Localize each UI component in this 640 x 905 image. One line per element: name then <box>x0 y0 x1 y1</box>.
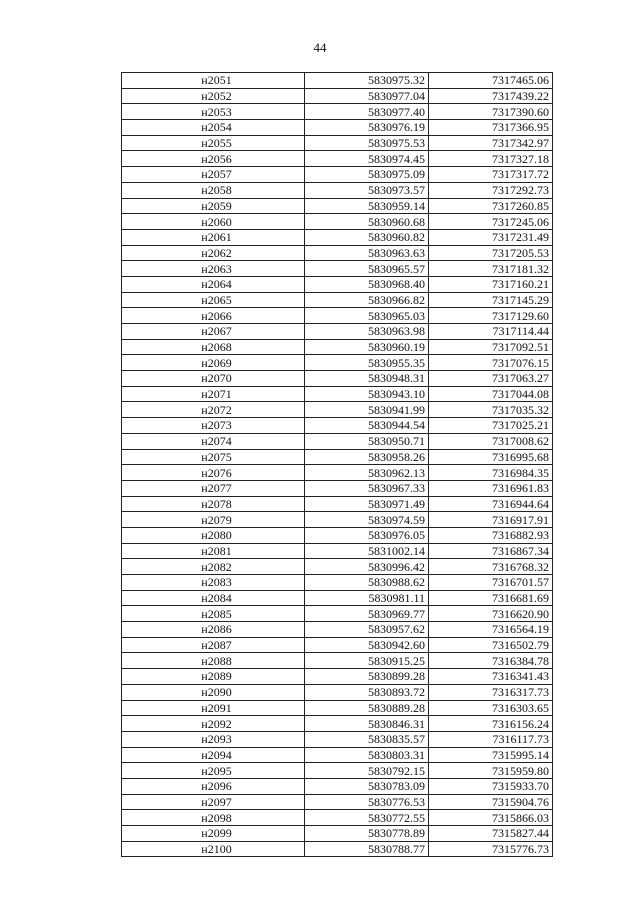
point-id-cell: н2074 <box>122 433 305 449</box>
point-id-cell: н2072 <box>122 402 305 418</box>
y-coordinate-cell: 7317327.18 <box>429 151 553 167</box>
table-row <box>122 276 553 292</box>
y-coordinate-cell: 7317129.60 <box>429 308 553 324</box>
y-coordinate-cell: 7317342.97 <box>429 135 553 151</box>
y-coordinate-cell: 7316341.43 <box>429 669 553 685</box>
table-row <box>122 245 553 261</box>
table-row <box>122 684 553 700</box>
point-id-cell: н2081 <box>122 543 305 559</box>
point-id-cell: н2085 <box>122 606 305 622</box>
point-id-cell: н2070 <box>122 371 305 387</box>
x-coordinate-cell: 5830899.28 <box>305 669 429 685</box>
x-coordinate-cell: 5830792.15 <box>305 763 429 779</box>
y-coordinate-cell: 7317008.62 <box>429 433 553 449</box>
y-coordinate-cell: 7317439.22 <box>429 88 553 104</box>
point-id-cell: н2097 <box>122 794 305 810</box>
y-coordinate-cell: 7316681.69 <box>429 590 553 606</box>
table-row <box>122 418 553 434</box>
x-coordinate-cell: 5830975.32 <box>305 73 429 89</box>
x-coordinate-cell: 5830960.82 <box>305 229 429 245</box>
table-row <box>122 465 553 481</box>
y-coordinate-cell: 7316917.91 <box>429 512 553 528</box>
x-coordinate-cell: 5830969.77 <box>305 606 429 622</box>
point-id-cell: н2053 <box>122 104 305 120</box>
point-id-cell: н2100 <box>122 841 305 857</box>
table-row <box>122 559 553 575</box>
point-id-cell: н2079 <box>122 512 305 528</box>
x-coordinate-cell: 5830788.77 <box>305 841 429 857</box>
table-row <box>122 386 553 402</box>
y-coordinate-cell: 7317063.27 <box>429 371 553 387</box>
x-coordinate-cell: 5830803.31 <box>305 747 429 763</box>
y-coordinate-cell: 7317035.32 <box>429 402 553 418</box>
x-coordinate-cell: 5830977.40 <box>305 104 429 120</box>
table-row <box>122 308 553 324</box>
y-coordinate-cell: 7317114.44 <box>429 324 553 340</box>
table-row <box>122 182 553 198</box>
y-coordinate-cell: 7315827.44 <box>429 826 553 842</box>
point-id-cell: н2071 <box>122 386 305 402</box>
point-id-cell: н2098 <box>122 810 305 826</box>
table-row <box>122 496 553 512</box>
point-id-cell: н2091 <box>122 700 305 716</box>
x-coordinate-cell: 5830974.59 <box>305 512 429 528</box>
table-row <box>122 120 553 136</box>
point-id-cell: н2055 <box>122 135 305 151</box>
point-id-cell: н2073 <box>122 418 305 434</box>
x-coordinate-cell: 5830943.10 <box>305 386 429 402</box>
y-coordinate-cell: 7315904.76 <box>429 794 553 810</box>
point-id-cell: н2069 <box>122 355 305 371</box>
y-coordinate-cell: 7317205.53 <box>429 245 553 261</box>
table-row <box>122 575 553 591</box>
point-id-cell: н2086 <box>122 622 305 638</box>
table-row <box>122 324 553 340</box>
x-coordinate-cell: 5830957.62 <box>305 622 429 638</box>
x-coordinate-cell: 5830893.72 <box>305 684 429 700</box>
y-coordinate-cell: 7317260.85 <box>429 198 553 214</box>
point-id-cell: н2061 <box>122 229 305 245</box>
y-coordinate-cell: 7316984.35 <box>429 465 553 481</box>
x-coordinate-cell: 5831002.14 <box>305 543 429 559</box>
point-id-cell: н2075 <box>122 449 305 465</box>
table-row <box>122 826 553 842</box>
x-coordinate-cell: 5830950.71 <box>305 433 429 449</box>
table-row <box>122 731 553 747</box>
x-coordinate-cell: 5830976.05 <box>305 527 429 543</box>
point-id-cell: н2090 <box>122 684 305 700</box>
table-row <box>122 355 553 371</box>
y-coordinate-cell: 7317181.32 <box>429 261 553 277</box>
point-id-cell: н2095 <box>122 763 305 779</box>
coordinates-table <box>121 72 553 857</box>
x-coordinate-cell: 5830958.26 <box>305 449 429 465</box>
table-row <box>122 527 553 543</box>
point-id-cell: н2093 <box>122 731 305 747</box>
point-id-cell: н2066 <box>122 308 305 324</box>
x-coordinate-cell: 5830778.89 <box>305 826 429 842</box>
y-coordinate-cell: 7317245.06 <box>429 214 553 230</box>
point-id-cell: н2076 <box>122 465 305 481</box>
table-row <box>122 653 553 669</box>
x-coordinate-cell: 5830973.57 <box>305 182 429 198</box>
y-coordinate-cell: 7316117.73 <box>429 731 553 747</box>
y-coordinate-cell: 7317145.29 <box>429 292 553 308</box>
x-coordinate-cell: 5830975.53 <box>305 135 429 151</box>
x-coordinate-cell: 5830889.28 <box>305 700 429 716</box>
point-id-cell: н2099 <box>122 826 305 842</box>
table-row <box>122 763 553 779</box>
page-number: 44 <box>313 40 327 55</box>
y-coordinate-cell: 7316768.32 <box>429 559 553 575</box>
y-coordinate-cell: 7315995.14 <box>429 747 553 763</box>
point-id-cell: н2062 <box>122 245 305 261</box>
y-coordinate-cell: 7317092.51 <box>429 339 553 355</box>
y-coordinate-cell: 7315959.80 <box>429 763 553 779</box>
table-row <box>122 198 553 214</box>
y-coordinate-cell: 7316502.79 <box>429 637 553 653</box>
table-row <box>122 402 553 418</box>
x-coordinate-cell: 5830967.33 <box>305 480 429 496</box>
point-id-cell: н2067 <box>122 324 305 340</box>
point-id-cell: н2063 <box>122 261 305 277</box>
table-row <box>122 747 553 763</box>
table-row <box>122 214 553 230</box>
y-coordinate-cell: 7316303.65 <box>429 700 553 716</box>
x-coordinate-cell: 5830772.55 <box>305 810 429 826</box>
table-row <box>122 261 553 277</box>
x-coordinate-cell: 5830968.40 <box>305 276 429 292</box>
point-id-cell: н2089 <box>122 669 305 685</box>
x-coordinate-cell: 5830962.13 <box>305 465 429 481</box>
point-id-cell: н2084 <box>122 590 305 606</box>
table-row <box>122 716 553 732</box>
y-coordinate-cell: 7316961.83 <box>429 480 553 496</box>
y-coordinate-cell: 7316867.34 <box>429 543 553 559</box>
table-row <box>122 104 553 120</box>
table-row <box>122 229 553 245</box>
y-coordinate-cell: 7317292.73 <box>429 182 553 198</box>
point-id-cell: н2064 <box>122 276 305 292</box>
x-coordinate-cell: 5830965.57 <box>305 261 429 277</box>
x-coordinate-cell: 5830974.45 <box>305 151 429 167</box>
table-row <box>122 794 553 810</box>
y-coordinate-cell: 7316564.19 <box>429 622 553 638</box>
table-row <box>122 433 553 449</box>
table-row <box>122 637 553 653</box>
table-row <box>122 543 553 559</box>
table-row <box>122 167 553 183</box>
point-id-cell: н2096 <box>122 778 305 794</box>
y-coordinate-cell: 7316156.24 <box>429 716 553 732</box>
coordinates-table-body <box>122 73 553 857</box>
point-id-cell: н2077 <box>122 480 305 496</box>
x-coordinate-cell: 5830783.09 <box>305 778 429 794</box>
point-id-cell: н2088 <box>122 653 305 669</box>
y-coordinate-cell: 7317076.15 <box>429 355 553 371</box>
y-coordinate-cell: 7317317.72 <box>429 167 553 183</box>
point-id-cell: н2058 <box>122 182 305 198</box>
table-row <box>122 590 553 606</box>
point-id-cell: н2056 <box>122 151 305 167</box>
y-coordinate-cell: 7316620.90 <box>429 606 553 622</box>
table-row <box>122 339 553 355</box>
x-coordinate-cell: 5830996.42 <box>305 559 429 575</box>
x-coordinate-cell: 5830963.98 <box>305 324 429 340</box>
x-coordinate-cell: 5830776.53 <box>305 794 429 810</box>
point-id-cell: н2080 <box>122 527 305 543</box>
table-row <box>122 606 553 622</box>
table-row <box>122 292 553 308</box>
x-coordinate-cell: 5830963.63 <box>305 245 429 261</box>
x-coordinate-cell: 5830955.35 <box>305 355 429 371</box>
y-coordinate-cell: 7315866.03 <box>429 810 553 826</box>
table-row <box>122 151 553 167</box>
table-row <box>122 778 553 794</box>
y-coordinate-cell: 7317160.21 <box>429 276 553 292</box>
point-id-cell: н2054 <box>122 120 305 136</box>
x-coordinate-cell: 5830976.19 <box>305 120 429 136</box>
table-row <box>122 622 553 638</box>
y-coordinate-cell: 7317044.08 <box>429 386 553 402</box>
x-coordinate-cell: 5830944.54 <box>305 418 429 434</box>
x-coordinate-cell: 5830966.82 <box>305 292 429 308</box>
point-id-cell: н2052 <box>122 88 305 104</box>
y-coordinate-cell: 7316701.57 <box>429 575 553 591</box>
x-coordinate-cell: 5830977.04 <box>305 88 429 104</box>
x-coordinate-cell: 5830835.57 <box>305 731 429 747</box>
point-id-cell: н2059 <box>122 198 305 214</box>
y-coordinate-cell: 7316882.93 <box>429 527 553 543</box>
y-coordinate-cell: 7317231.49 <box>429 229 553 245</box>
table-row <box>122 841 553 857</box>
y-coordinate-cell: 7317025.21 <box>429 418 553 434</box>
point-id-cell: н2083 <box>122 575 305 591</box>
table-row <box>122 810 553 826</box>
point-id-cell: н2078 <box>122 496 305 512</box>
x-coordinate-cell: 5830959.14 <box>305 198 429 214</box>
y-coordinate-cell: 7316317.73 <box>429 684 553 700</box>
table-row <box>122 512 553 528</box>
table-row <box>122 480 553 496</box>
y-coordinate-cell: 7315933.70 <box>429 778 553 794</box>
y-coordinate-cell: 7316384.78 <box>429 653 553 669</box>
x-coordinate-cell: 5830988.62 <box>305 575 429 591</box>
x-coordinate-cell: 5830981.11 <box>305 590 429 606</box>
y-coordinate-cell: 7317366.95 <box>429 120 553 136</box>
table-row <box>122 700 553 716</box>
x-coordinate-cell: 5830948.31 <box>305 371 429 387</box>
point-id-cell: н2051 <box>122 73 305 89</box>
point-id-cell: н2060 <box>122 214 305 230</box>
table-row <box>122 371 553 387</box>
x-coordinate-cell: 5830971.49 <box>305 496 429 512</box>
point-id-cell: н2094 <box>122 747 305 763</box>
x-coordinate-cell: 5830941.99 <box>305 402 429 418</box>
x-coordinate-cell: 5830915.25 <box>305 653 429 669</box>
point-id-cell: н2092 <box>122 716 305 732</box>
table-row <box>122 73 553 89</box>
point-id-cell: н2057 <box>122 167 305 183</box>
x-coordinate-cell: 5830965.03 <box>305 308 429 324</box>
y-coordinate-cell: 7315776.73 <box>429 841 553 857</box>
y-coordinate-cell: 7317465.06 <box>429 73 553 89</box>
point-id-cell: н2087 <box>122 637 305 653</box>
table-row <box>122 88 553 104</box>
point-id-cell: н2082 <box>122 559 305 575</box>
x-coordinate-cell: 5830960.19 <box>305 339 429 355</box>
y-coordinate-cell: 7316944.64 <box>429 496 553 512</box>
table-row <box>122 669 553 685</box>
table-row <box>122 135 553 151</box>
y-coordinate-cell: 7316995.68 <box>429 449 553 465</box>
y-coordinate-cell: 7317390.60 <box>429 104 553 120</box>
point-id-cell: н2068 <box>122 339 305 355</box>
x-coordinate-cell: 5830846.31 <box>305 716 429 732</box>
table-row <box>122 449 553 465</box>
point-id-cell: н2065 <box>122 292 305 308</box>
x-coordinate-cell: 5830960.68 <box>305 214 429 230</box>
x-coordinate-cell: 5830942.60 <box>305 637 429 653</box>
x-coordinate-cell: 5830975.09 <box>305 167 429 183</box>
